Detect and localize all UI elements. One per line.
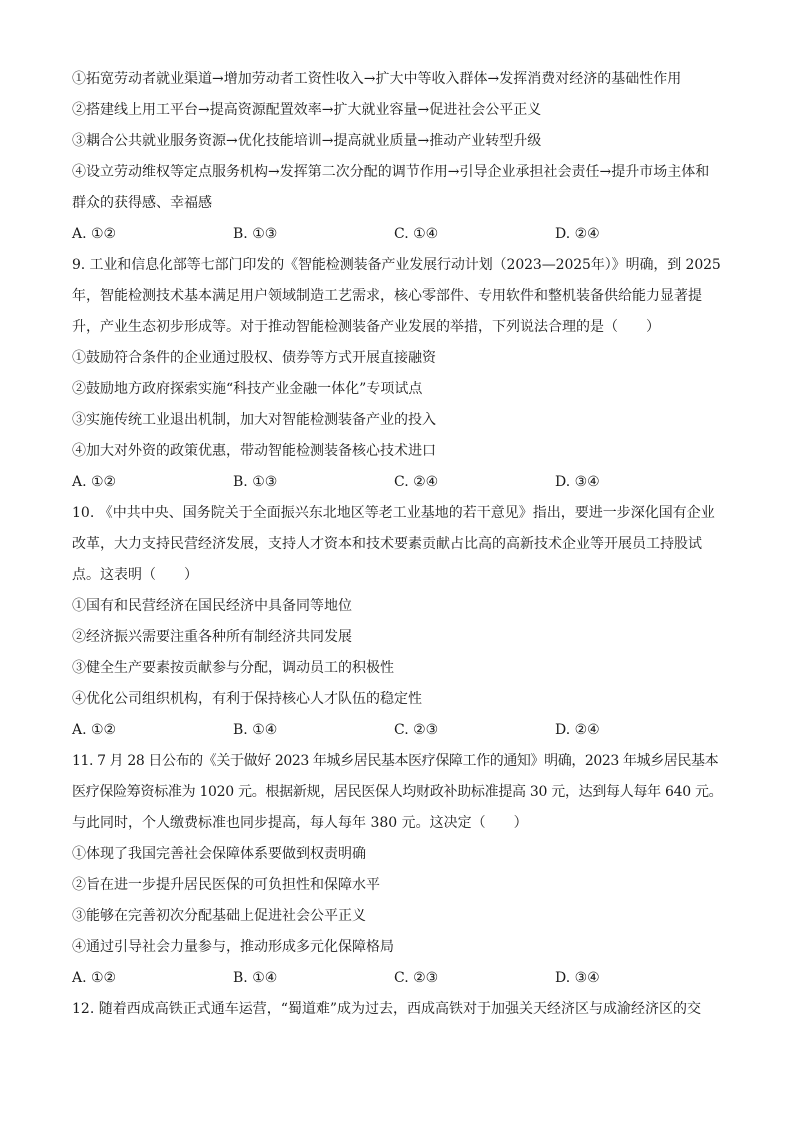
q9-stem-line-2: 年，智能检测技术基本满足用户领域制造工艺需求，核心零部件、专用软件和整机装备供给能力显著提	[72, 288, 702, 304]
q8-item-1: ①拓宽劳动者就业渠道→增加劳动者工资性收入→扩大中等收入群体→发挥消费对经济的基础性作用	[72, 71, 682, 87]
q10-stem-line-3: 点。这表明（ ）	[72, 567, 198, 583]
q8-options	[72, 219, 722, 250]
q9-item-2: ②鼓励地方政府探索实施“科技产业金融一体化”专项试点	[72, 381, 423, 397]
q9-item-4: ④加大对外资的政策优惠，带动智能检测装备核心技术进口	[72, 443, 436, 459]
q11-stem-line-2: 医疗保险筹资标准为 1020 元。根据新规，居民医保人均财政补助标准提高 30 元，达到每人每年 640 元。	[72, 784, 723, 800]
q10-item-3: ③健全生产要素按贡献参与分配，调动员工的积极性	[72, 660, 394, 676]
q8-option-b: B. ①③	[233, 226, 278, 242]
q10-stem-line-2: 改革，大力支持民营经济发展，支持人才资本和技术要素贡献占比高的高新技术企业等开展员工持股试	[72, 536, 702, 552]
q11-item-4: ④通过引导社会力量参与，推动形成多元化保障格局	[72, 939, 394, 955]
question-12	[72, 994, 722, 1025]
q12-stem-line-1: 12. 随着西成高铁正式通车运营，“蜀道难”成为过去，西成高铁对于加强关天经济区与成渝经济区的交	[72, 1001, 702, 1017]
q10-option-a: A. ①②	[72, 722, 117, 738]
q9-option-d: D. ③④	[555, 474, 600, 490]
q8-item-4: ④设立劳动维权等定点服务机构→发挥第二次分配的调节作用→引导企业承担社会责任→提升市场主体和	[72, 164, 710, 180]
q10-item-4: ④优化公司组织机构，有利于保持核心人才队伍的稳定性	[72, 691, 422, 707]
question-11	[72, 746, 722, 994]
question-8	[72, 64, 722, 250]
q11-option-b: B. ①④	[233, 970, 278, 986]
q10-option-b: B. ①④	[233, 722, 278, 738]
q11-option-c: C. ②③	[394, 970, 439, 986]
q10-item-2: ②经济振兴需要注重各种所有制经济共同发展	[72, 629, 352, 645]
q10-options	[72, 715, 722, 746]
q8-item-2: ②搭建线上用工平台→提高资源配置效率→扩大就业容量→促进社会公平正义	[72, 102, 542, 118]
q11-option-a: A. ①②	[72, 970, 117, 986]
q11-item-1: ①体现了我国完善社会保障体系要做到权责明确	[72, 846, 366, 862]
q9-option-b: B. ①③	[233, 474, 278, 490]
q11-option-d: D. ③④	[555, 970, 600, 986]
q9-option-a: A. ①②	[72, 474, 117, 490]
q9-item-1: ①鼓励符合条件的企业通过股权、债券等方式开展直接融资	[72, 350, 436, 366]
question-9	[72, 250, 722, 498]
q11-options	[72, 963, 722, 994]
q8-item-3: ③耦合公共就业服务资源→优化技能培训→提高就业质量→推动产业转型升级	[72, 133, 542, 149]
q10-option-c: C. ②③	[394, 722, 439, 738]
q11-item-3: ③能够在完善初次分配基础上促进社会公平正义	[72, 908, 366, 924]
q9-stem-line-1: 9. 工业和信息化部等七部门印发的《智能检测装备产业发展行动计划（2023—2025年）》明确，到 2025	[72, 257, 721, 273]
q10-item-1: ①国有和民营经济在国民经济中具备同等地位	[72, 598, 352, 614]
q9-options	[72, 467, 722, 498]
q10-option-d: D. ②④	[555, 722, 600, 738]
q11-stem-line-3: 与此同时，个人缴费标准也同步提高，每人每年 380 元。这决定（ ）	[72, 815, 528, 831]
q8-option-a: A. ①②	[72, 226, 117, 242]
q11-stem-line-1: 11. 7 月 28 日公布的《关于做好 2023 年城乡居民基本医疗保障工作的通知》明确，2023 年城乡居民基本	[72, 753, 719, 769]
q8-item-4-cont: 群众的获得感、幸福感	[72, 195, 212, 211]
q9-item-3: ③实施传统工业退出机制，加大对智能检测装备产业的投入	[72, 412, 436, 428]
q11-item-2: ②旨在进一步提升居民医保的可负担性和保障水平	[72, 877, 380, 893]
question-10	[72, 498, 722, 746]
q9-stem-line-3: 升，产业生态初步形成等。对于推动智能检测装备产业发展的举措，下列说法合理的是（ ）	[72, 319, 660, 335]
q10-stem-line-1: 10. 《中共中央、国务院关于全面振兴东北地区等老工业基地的若干意见》指出，要进一步深化国有企业	[72, 505, 715, 521]
q8-option-c: C. ①④	[394, 226, 439, 242]
q9-option-c: C. ②④	[394, 474, 439, 490]
q8-option-d: D. ②④	[555, 226, 600, 242]
